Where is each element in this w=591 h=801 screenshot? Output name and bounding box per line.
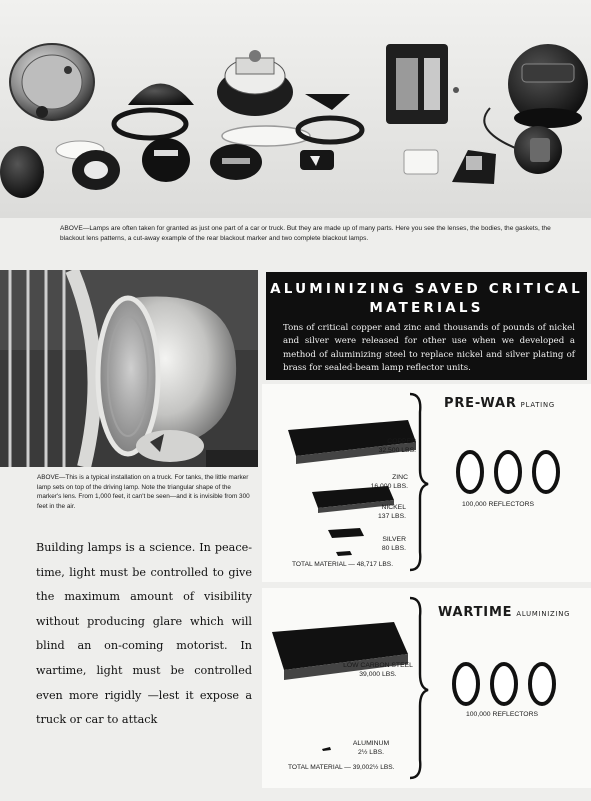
prewar-reflectors-icon (450, 448, 570, 498)
truck-lamp-caption: ABOVE—This is a typical installation on a truck. For tanks, the little marker lamp sets on top of the driving lamp. Note the triangular shape of the marker's lens. From 1,000 feet, it can't be seen—and it is invisible from 300 feet in the air. (37, 474, 250, 510)
banner-body: Tons of critical copper and zinc and thousands of pounds of nickel and silver were released for other use when we developed a method of aluminizing steel to replace nickel and silver plating of brass for sealed-beam lamp reflector units. (283, 323, 575, 373)
banner-title-line-1: ALUMINIZING SAVED CRITICAL (270, 281, 583, 297)
prewar-panel (262, 384, 591, 582)
zinc-label: ZINC 16,000 LBS. (370, 474, 408, 490)
nickel-label: NICKEL 137 LBS. (378, 504, 406, 520)
copper-label: COPPER 32,500 LBS. (378, 438, 416, 454)
truck-lamp-photo (0, 270, 258, 467)
wartime-total: TOTAL MATERIAL — 39,002½ LBS. (288, 764, 395, 771)
wartime-reflectors-label: 100,000 REFLECTORS (466, 711, 539, 718)
lamp-parts-caption: ABOVE—Lamps are often taken for granted as just one part of a car or truck. But they are made up of many parts. Here you see the lenses, the bodies, the gaskets, the blackout lens patterns, a cut-away example of the rear blackout marker and two complete blackout lamps. (60, 225, 551, 242)
wartime-panel (262, 588, 591, 788)
silver-label: SILVER 80 LBS. (381, 536, 406, 552)
prewar-brace (408, 392, 430, 572)
banner-title (266, 280, 587, 318)
lamp-parts-photo (0, 0, 591, 218)
aluminum-icon (322, 746, 332, 752)
steel-label: LOW CARBON STEEL 39,000 LBS. (343, 662, 413, 678)
aluminizing-banner (266, 272, 587, 380)
aluminum-label: ALUMINUM 2½ LBS. (352, 740, 390, 756)
prewar-total: TOTAL MATERIAL — 48,717 LBS. (292, 561, 394, 568)
wartime-brace (408, 596, 430, 780)
prewar-heading: PRE-WAR PLATING (444, 396, 555, 411)
wartime-heading: WARTIME ALUMINIZING (438, 605, 571, 620)
banner-title-line-2: MATERIALS (369, 300, 484, 316)
body-paragraph: Building lamps is a science. In peace-time, light must be controlled to give the maximum amount of visibility without producing glare which will blind an on-coming motorist. In wartime, light must be controlled even more rigidly —lest it expose a truck or car to attack (36, 541, 252, 727)
wartime-reflectors-icon (446, 660, 566, 710)
prewar-reflectors-label: 100,000 REFLECTORS (462, 501, 535, 508)
